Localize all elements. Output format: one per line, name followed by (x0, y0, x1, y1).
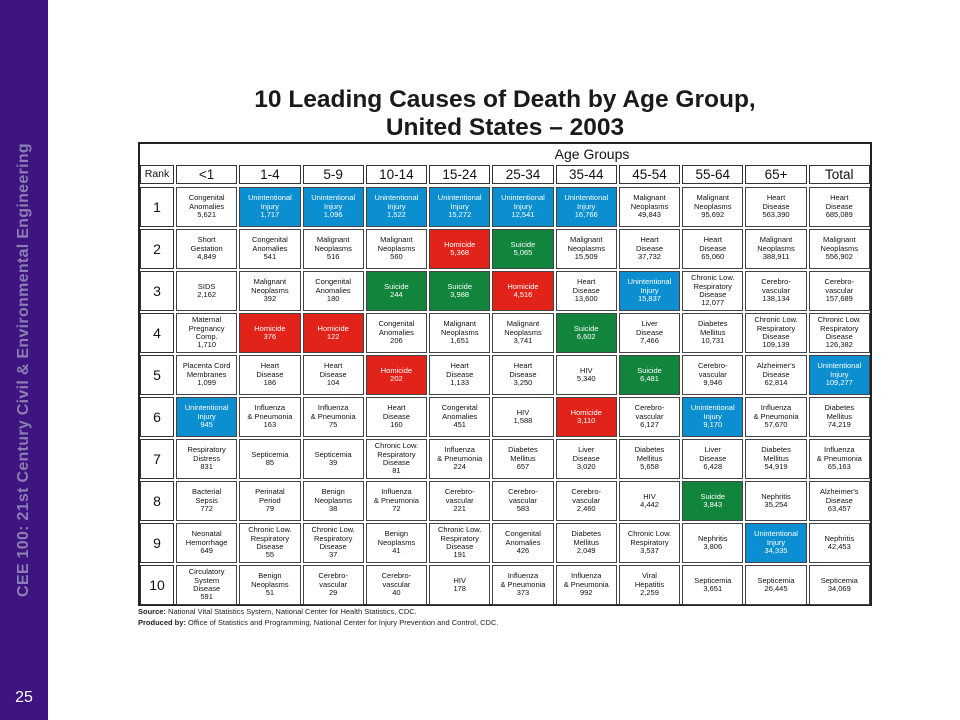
cause-cell: Homicide 376 (239, 313, 300, 353)
cause-cell: Heart Disease 1,133 (429, 355, 490, 395)
cause-cell: Heart Disease 65,060 (682, 229, 743, 269)
cause-cell: Congenital Anomalies 206 (366, 313, 427, 353)
cause-cell: Heart Disease 104 (303, 355, 364, 395)
cause-cell: Unintentional Injury 1,096 (303, 187, 364, 227)
age-group-header: 55-64 (682, 165, 743, 184)
cause-cell: Chronic Low. Respiratory Disease 109,139 (745, 313, 806, 353)
rank-cell: 10 (140, 565, 174, 605)
cause-cell: HIV 178 (429, 565, 490, 605)
cause-cell: Cerebro- vascular 9,946 (682, 355, 743, 395)
cause-cell: Malignant Neoplasms 1,651 (429, 313, 490, 353)
cause-cell: Malignant Neoplasms 392 (239, 271, 300, 311)
cause-cell: Homicide 3,110 (556, 397, 617, 437)
source-label: Source: (138, 607, 166, 616)
cause-cell: Unintentional Injury 1,717 (239, 187, 300, 227)
cause-cell: Diabetes Mellitus 5,658 (619, 439, 680, 479)
cause-cell: Chronic Low. Respiratory Disease 126,382 (809, 313, 870, 353)
cause-cell: Chronic Low. Respiratory Disease 55 (239, 523, 300, 563)
cause-cell: Congenital Anomalies 541 (239, 229, 300, 269)
cause-cell: Malignant Neoplasms 516 (303, 229, 364, 269)
cause-cell: Unintentional Injury 15,837 (619, 271, 680, 311)
table-row (140, 481, 870, 521)
cause-cell: Congenital Anomalies 180 (303, 271, 364, 311)
course-title: CEE 100: 21st Century Civil & Environmental Engineering (15, 143, 32, 597)
cause-cell: Septicemia 85 (239, 439, 300, 479)
cause-cell: Cerebro- vascular 40 (366, 565, 427, 605)
cause-cell: Unintentional Injury 9,170 (682, 397, 743, 437)
cause-cell: Unintentional Injury 12,541 (492, 187, 553, 227)
cause-cell: Suicide 3,988 (429, 271, 490, 311)
cause-cell: Unintentional Injury 1,522 (366, 187, 427, 227)
table-row (140, 187, 870, 227)
title-line-1: 10 Leading Causes of Death by Age Group, (254, 86, 756, 113)
rank-cell: 5 (140, 355, 174, 395)
cause-cell: SIDS 2,162 (176, 271, 237, 311)
table-row (140, 565, 870, 605)
footnotes (138, 606, 878, 628)
age-groups-header: Age Groups (554, 146, 630, 162)
cause-cell: Bacterial Sepsis 772 (176, 481, 237, 521)
cause-cell: Influenza & Pneumonia 163 (239, 397, 300, 437)
cause-cell: Influenza & Pneumonia 57,670 (745, 397, 806, 437)
cause-cell: Cerebro- vascular 583 (492, 481, 553, 521)
age-group-header-row (176, 165, 870, 184)
cause-cell: Homicide 122 (303, 313, 364, 353)
cause-cell: Diabetes Mellitus 657 (492, 439, 553, 479)
slide-title (205, 86, 805, 142)
source-text: National Vital Statistics System, National Center for Health Statistics, CDC. (168, 607, 417, 616)
age-group-header: 10-14 (366, 165, 427, 184)
table-row (140, 439, 870, 479)
cause-cell: Liver Disease 6,428 (682, 439, 743, 479)
cause-cell: Suicide 3,843 (682, 481, 743, 521)
produced-by-note (138, 617, 878, 628)
cause-cell: Cerebro- vascular 29 (303, 565, 364, 605)
cause-cell: Heart Disease 685,089 (809, 187, 870, 227)
age-group-header: 15-24 (429, 165, 490, 184)
rank-column-header: Rank (140, 165, 174, 184)
slide-sidebar (0, 0, 48, 720)
age-group-header: Total (809, 165, 870, 184)
cause-cell: Chronic Low. Respiratory 3,537 (619, 523, 680, 563)
cause-cell: Influenza & Pneumonia 72 (366, 481, 427, 521)
cause-cell: HIV 5,340 (556, 355, 617, 395)
cause-cell: Diabetes Mellitus 2,049 (556, 523, 617, 563)
age-group-header: <1 (176, 165, 237, 184)
cause-cell: Benign Neoplasms 51 (239, 565, 300, 605)
cause-cell: Chronic Low. Respiratory Disease 191 (429, 523, 490, 563)
table-row (140, 271, 870, 311)
cause-cell: Malignant Neoplasms 49,843 (619, 187, 680, 227)
cause-cell: Septicemia 39 (303, 439, 364, 479)
cause-cell: Malignant Neoplasms 15,509 (556, 229, 617, 269)
cause-cell: Suicide 6,481 (619, 355, 680, 395)
cause-cell: Diabetes Mellitus 74,219 (809, 397, 870, 437)
cause-cell: Placenta Cord Membranes 1,099 (176, 355, 237, 395)
cause-cell: Viral Hepatitis 2,259 (619, 565, 680, 605)
cause-cell: Nephritis 42,453 (809, 523, 870, 563)
cause-cell: Chronic Low. Respiratory Disease 12,077 (682, 271, 743, 311)
cause-cell: Cerebro- vascular 157,689 (809, 271, 870, 311)
rank-cell: 4 (140, 313, 174, 353)
produced-by-label: Produced by: (138, 618, 186, 627)
cause-cell: Nephritis 3,806 (682, 523, 743, 563)
cause-cell: Homicide 5,368 (429, 229, 490, 269)
cause-cell: Maternal Pregnancy Comp. 1,710 (176, 313, 237, 353)
rank-cell: 3 (140, 271, 174, 311)
cause-cell: Influenza & Pneumonia 65,163 (809, 439, 870, 479)
cause-cell: Congenital Anomalies 426 (492, 523, 553, 563)
cause-cell: Unintentional Injury 16,766 (556, 187, 617, 227)
cause-cell: Neonatal Hemorrhage 649 (176, 523, 237, 563)
cause-cell: Nephritis 35,254 (745, 481, 806, 521)
rank-cell: 6 (140, 397, 174, 437)
age-group-header: 25-34 (492, 165, 553, 184)
table-row (140, 523, 870, 563)
cause-cell: Malignant Neoplasms 556,902 (809, 229, 870, 269)
cause-cell: Heart Disease 160 (366, 397, 427, 437)
cause-cell: Benign Neoplasms 38 (303, 481, 364, 521)
age-group-header: 1-4 (239, 165, 300, 184)
cause-cell: Cerebro- vascular 6,127 (619, 397, 680, 437)
cause-cell: Heart Disease 37,732 (619, 229, 680, 269)
cause-cell: Influenza & Pneumonia 224 (429, 439, 490, 479)
age-group-header: 65+ (745, 165, 806, 184)
cause-cell: Malignant Neoplasms 95,692 (682, 187, 743, 227)
rank-cell: 7 (140, 439, 174, 479)
table-row (140, 313, 870, 353)
cause-cell: Suicide 244 (366, 271, 427, 311)
cause-cell: Influenza & Pneumonia 992 (556, 565, 617, 605)
rank-cell: 2 (140, 229, 174, 269)
cause-cell: Suicide 5,065 (492, 229, 553, 269)
cause-cell: Unintentional Injury 109,277 (809, 355, 870, 395)
cause-cell: Septicemia 3,651 (682, 565, 743, 605)
rank-cell: 8 (140, 481, 174, 521)
rank-cell: 9 (140, 523, 174, 563)
cause-cell: HIV 4,442 (619, 481, 680, 521)
table-row (140, 355, 870, 395)
cause-cell: Heart Disease 563,390 (745, 187, 806, 227)
cause-cell: Liver Disease 3,020 (556, 439, 617, 479)
cause-cell: Chronic Low. Respiratory Disease 81 (366, 439, 427, 479)
cause-cell: Unintentional Injury 34,335 (745, 523, 806, 563)
cause-cell: Malignant Neoplasms 388,911 (745, 229, 806, 269)
cause-cell: Congenital Anomalies 451 (429, 397, 490, 437)
cause-cell: Homicide 4,516 (492, 271, 553, 311)
cause-cell: Heart Disease 186 (239, 355, 300, 395)
slide-number: 25 (15, 689, 33, 706)
cause-cell: Suicide 6,602 (556, 313, 617, 353)
cause-cell: Unintentional Injury 15,272 (429, 187, 490, 227)
produced-by-text: Office of Statistics and Programming, National Center for Injury Prevention and Control, CDC. (188, 618, 499, 627)
cause-cell: HIV 1,588 (492, 397, 553, 437)
rank-cell: 1 (140, 187, 174, 227)
table-body (140, 187, 870, 607)
table-row (140, 397, 870, 437)
table-row (140, 229, 870, 269)
cause-cell: Congenital Anomalies 5,621 (176, 187, 237, 227)
cause-cell: Short Gestation 4,849 (176, 229, 237, 269)
cause-cell: Alzheimer's Disease 63,457 (809, 481, 870, 521)
cause-cell: Influenza & Pneumonia 75 (303, 397, 364, 437)
cause-cell: Circulatory System Disease 591 (176, 565, 237, 605)
cause-cell: Cerebro- vascular 221 (429, 481, 490, 521)
cause-cell: Diabetes Mellitus 54,919 (745, 439, 806, 479)
cause-cell: Perinatal Period 79 (239, 481, 300, 521)
cause-cell: Respiratory Distress 831 (176, 439, 237, 479)
age-group-header: 35-44 (556, 165, 617, 184)
cause-cell: Cerebro- vascular 138,134 (745, 271, 806, 311)
cause-cell: Septicemia 26,445 (745, 565, 806, 605)
cause-cell: Influenza & Pneumonia 373 (492, 565, 553, 605)
cause-cell: Alzheimer's Disease 62,814 (745, 355, 806, 395)
age-group-header: 5-9 (303, 165, 364, 184)
title-line-2: United States – 2003 (385, 114, 625, 141)
cause-cell: Chronic Low. Respiratory Disease 37 (303, 523, 364, 563)
cause-cell: Cerebro- vascular 2,460 (556, 481, 617, 521)
cause-cell: Heart Disease 13,600 (556, 271, 617, 311)
age-group-header: 45-54 (619, 165, 680, 184)
cause-cell: Heart Disease 3,250 (492, 355, 553, 395)
cause-cell: Homicide 202 (366, 355, 427, 395)
cause-cell: Septicemia 34,069 (809, 565, 870, 605)
cause-cell: Liver Disease 7,466 (619, 313, 680, 353)
cause-cell: Malignant Neoplasms 3,741 (492, 313, 553, 353)
source-note (138, 606, 878, 617)
cause-cell: Unintentional Injury 945 (176, 397, 237, 437)
causes-of-death-table (138, 142, 872, 606)
cause-cell: Diabetes Mellitus 10,731 (682, 313, 743, 353)
cause-cell: Benign Neoplasms 41 (366, 523, 427, 563)
cause-cell: Malignant Neoplasms 560 (366, 229, 427, 269)
